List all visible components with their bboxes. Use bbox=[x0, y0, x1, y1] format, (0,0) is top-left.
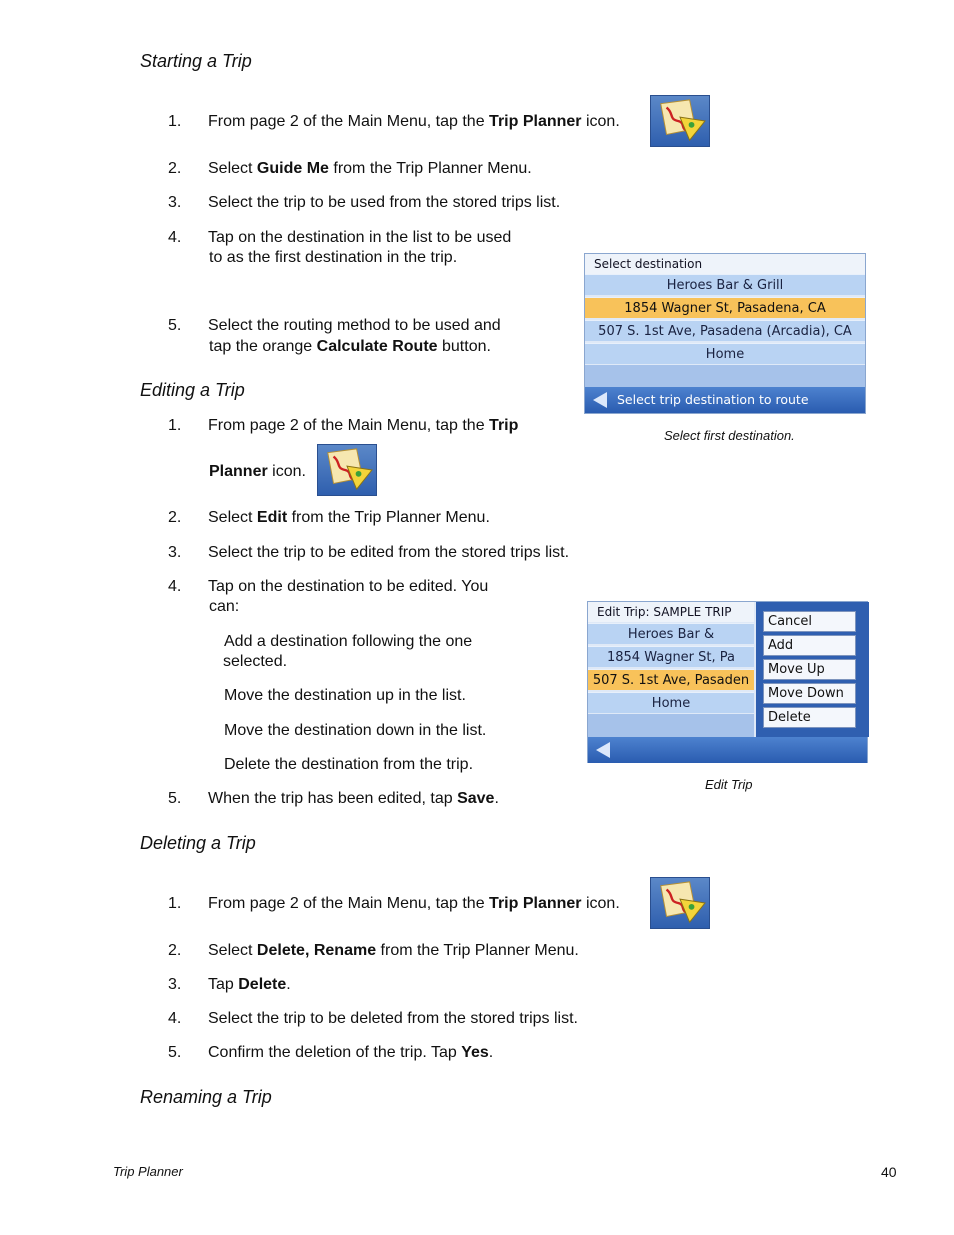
empty-row bbox=[585, 365, 865, 387]
step-text: tap the orange Calculate Route button. bbox=[209, 338, 491, 355]
figure-caption: Select first destination. bbox=[664, 428, 795, 443]
step-text: When the trip has been edited, tap Save. bbox=[208, 790, 499, 807]
trip-planner-icon bbox=[650, 95, 710, 147]
destination-row: Home bbox=[588, 692, 754, 713]
back-arrow-icon bbox=[593, 392, 607, 408]
back-arrow-icon bbox=[596, 742, 610, 758]
step-number: 4. bbox=[168, 578, 182, 595]
add-button: Add bbox=[763, 635, 856, 656]
option-text: Delete the destination from the trip. bbox=[224, 756, 474, 773]
step-number: 3. bbox=[168, 544, 182, 561]
step-number: 5. bbox=[168, 317, 182, 334]
option-text: Add a destination following the one bbox=[224, 633, 473, 650]
step-text: Select the routing method to be used and bbox=[208, 317, 501, 334]
page-number: 40 bbox=[881, 1164, 897, 1180]
heading-renaming-a-trip: Renaming a Trip bbox=[140, 1087, 272, 1107]
step-text: Select Delete, Rename from the Trip Planner Menu. bbox=[208, 942, 579, 959]
status-bar bbox=[588, 737, 867, 763]
cancel-button: Cancel bbox=[763, 611, 856, 632]
heading-deleting-a-trip: Deleting a Trip bbox=[140, 833, 256, 853]
step-number: 4. bbox=[168, 1010, 182, 1027]
heading-starting-a-trip: Starting a Trip bbox=[140, 51, 252, 71]
delete-button: Delete bbox=[763, 707, 856, 728]
step-text: Select the trip to be edited from the stored trips list. bbox=[208, 544, 570, 561]
step-number: 5. bbox=[168, 1044, 182, 1061]
step-text: Select the trip to be used from the stored trips list. bbox=[208, 194, 561, 211]
step-number: 2. bbox=[168, 509, 182, 526]
figure-caption: Edit Trip bbox=[705, 777, 753, 792]
destination-row-selected: 1854 Wagner St, Pasadena, CA bbox=[585, 297, 865, 318]
option-text: selected. bbox=[223, 653, 288, 670]
status-bar bbox=[585, 387, 865, 413]
destination-row: Heroes Bar & bbox=[588, 623, 754, 644]
step-text: From page 2 of the Main Menu, tap the Trip bbox=[208, 417, 519, 434]
step-number: 1. bbox=[168, 113, 182, 130]
edit-menu-panel bbox=[756, 602, 869, 737]
step-number: 2. bbox=[168, 942, 182, 959]
screen-title: Select destination bbox=[585, 254, 865, 274]
step-number: 3. bbox=[168, 194, 182, 211]
empty-row bbox=[588, 714, 754, 737]
step-text: to as the first destination in the trip. bbox=[209, 249, 458, 266]
footer-section-title: Trip Planner bbox=[113, 1164, 183, 1179]
step-text: Select Guide Me from the Trip Planner Menu. bbox=[208, 160, 532, 177]
destination-row: 1854 Wagner St, Pa bbox=[588, 646, 754, 667]
screen-title: Edit Trip: SAMPLE TRIP bbox=[588, 602, 754, 622]
step-text: Tap Delete. bbox=[208, 976, 291, 993]
step-text: Planner icon. bbox=[209, 463, 306, 480]
move-up-button: Move Up bbox=[763, 659, 856, 680]
step-number: 4. bbox=[168, 229, 182, 246]
step-text: From page 2 of the Main Menu, tap the Trip Planner icon. bbox=[208, 113, 620, 130]
step-number: 1. bbox=[168, 417, 182, 434]
step-number: 2. bbox=[168, 160, 182, 177]
edit-trip-screenshot bbox=[587, 601, 868, 763]
step-text: From page 2 of the Main Menu, tap the Trip Planner icon. bbox=[208, 895, 620, 912]
step-text: Confirm the deletion of the trip. Tap Yes. bbox=[208, 1044, 494, 1061]
heading-editing-a-trip: Editing a Trip bbox=[140, 380, 245, 400]
status-bar-label: Select trip destination to route bbox=[617, 392, 809, 407]
trip-planner-icon bbox=[317, 444, 377, 496]
step-text: Tap on the destination to be edited. You bbox=[208, 578, 489, 595]
destination-row-selected: 507 S. 1st Ave, Pasaden bbox=[588, 669, 754, 690]
move-down-button: Move Down bbox=[763, 683, 856, 704]
destination-row: 507 S. 1st Ave, Pasadena (Arcadia), CA bbox=[585, 320, 865, 341]
step-number: 3. bbox=[168, 976, 182, 993]
step-text: Tap on the destination in the list to be used bbox=[208, 229, 512, 246]
step-text: Select Edit from the Trip Planner Menu. bbox=[208, 509, 490, 526]
trip-planner-icon bbox=[650, 877, 710, 929]
destination-row: Heroes Bar & Grill bbox=[585, 274, 865, 295]
destination-row: Home bbox=[585, 343, 865, 364]
select-destination-screenshot bbox=[584, 253, 866, 414]
option-text: Move the destination up in the list. bbox=[224, 687, 466, 704]
step-text: can: bbox=[209, 598, 240, 615]
step-number: 5. bbox=[168, 790, 182, 807]
step-number: 1. bbox=[168, 895, 182, 912]
option-text: Move the destination down in the list. bbox=[224, 722, 487, 739]
step-text: Select the trip to be deleted from the stored trips list. bbox=[208, 1010, 578, 1027]
